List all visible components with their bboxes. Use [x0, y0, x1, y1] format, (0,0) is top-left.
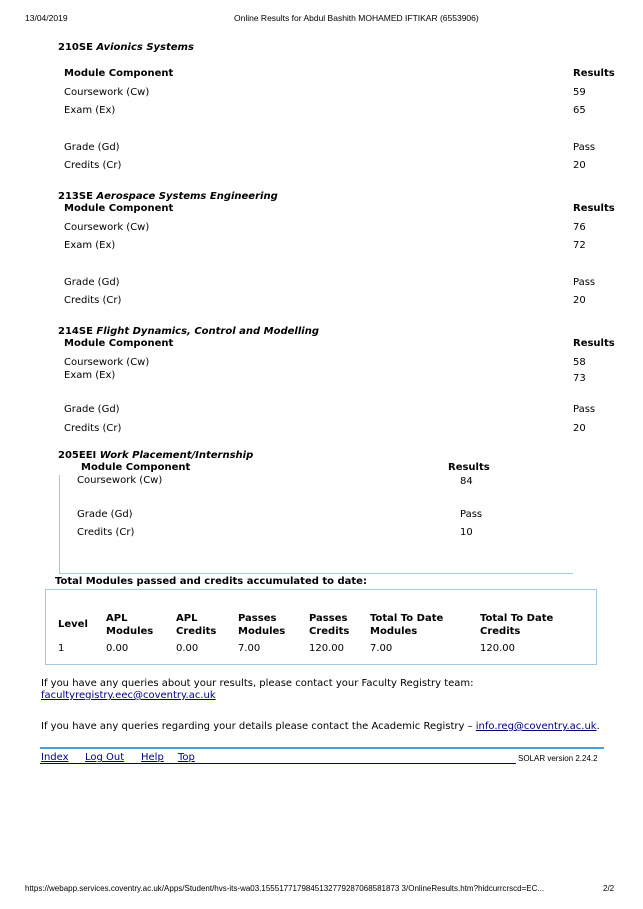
footer-nav-underline — [40, 763, 516, 764]
col-level: Level — [58, 619, 88, 630]
top-link[interactable]: Top — [178, 752, 195, 763]
module-bottom-rule — [59, 573, 573, 574]
print-page-number: 2/2 — [603, 884, 615, 893]
coursework-label: Coursework (Cw) — [64, 222, 150, 233]
grade-label: Grade (Gd) — [64, 142, 120, 153]
module-title — [58, 191, 278, 202]
col-passes-modules: Passes Modules — [238, 613, 286, 637]
coursework-label: Coursework (Cw) — [77, 475, 163, 486]
print-url: https://webapp.services.coventry.ac.uk/Apps/Student/hvs-its-wa03.1555177179845132779287068581873 3/OnlineResults.htm?hidcurrcrscd=EC... — [25, 884, 545, 893]
grade-value: Pass — [573, 277, 596, 288]
component-header: Module Component — [64, 68, 174, 79]
module-name: Work Placement/Internship — [99, 450, 254, 461]
grade-value: Pass — [460, 509, 483, 520]
module-title — [58, 326, 319, 337]
cell-apl-modules: 0.00 — [106, 643, 129, 654]
cell-level: 1 — [58, 643, 65, 654]
grade-label: Grade (Gd) — [64, 404, 120, 415]
academic-query-line: If you have any queries regarding your details please contact the Academic Registry – info.reg@coventry.ac.uk. — [41, 721, 600, 732]
module-name: Aerospace Systems Engineering — [96, 191, 278, 202]
exam-value: 73 — [573, 373, 586, 384]
exam-value: 72 — [573, 240, 586, 251]
academic-email-link[interactable]: info.reg@coventry.ac.uk — [475, 721, 597, 732]
results-header: Results — [573, 203, 615, 214]
col-passes-credits: Passes Credits — [309, 613, 350, 637]
component-header: Module Component — [64, 203, 174, 214]
results-header: Results — [448, 462, 490, 473]
grade-value: Pass — [573, 142, 596, 153]
cell-total-credits: 120.00 — [480, 643, 515, 654]
footer-top-rule — [40, 747, 604, 749]
faculty-query-text: If you have any queries about your results, please contact your Faculty Registry team: — [41, 678, 474, 689]
col-apl-credits: APL Credits — [176, 613, 217, 637]
cell-apl-credits: 0.00 — [176, 643, 199, 654]
module-title — [58, 42, 194, 53]
credits-label: Credits (Cr) — [64, 295, 122, 306]
logout-link[interactable]: Log Out — [85, 752, 125, 763]
coursework-label: Coursework (Cw) — [64, 357, 150, 368]
component-header: Module Component — [64, 338, 174, 349]
results-header: Results — [573, 68, 615, 79]
credits-value: 10 — [460, 527, 473, 538]
module-name: Avionics Systems — [96, 42, 194, 53]
module-title — [58, 450, 253, 461]
coursework-value: 76 — [573, 222, 586, 233]
credits-label: Credits (Cr) — [64, 423, 122, 434]
cell-passes-modules: 7.00 — [238, 643, 261, 654]
credits-value: 20 — [573, 160, 586, 171]
academic-query-text: If you have any queries regarding your details please contact the Academic Registry – — [41, 721, 473, 732]
coursework-value: 59 — [573, 87, 586, 98]
col-apl-modules: APL Modules — [106, 613, 154, 637]
faculty-email-link[interactable]: facultyregistry.eec@coventry.ac.uk — [41, 690, 216, 701]
results-header: Results — [573, 338, 615, 349]
solar-version: SOLAR version 2.24.2 — [518, 754, 598, 763]
coursework-value: 58 — [573, 357, 586, 368]
exam-label: Exam (Ex) — [64, 105, 116, 116]
module-code: 213SE — [58, 191, 93, 202]
index-link[interactable]: Index — [41, 752, 69, 763]
cell-passes-credits: 120.00 — [309, 643, 344, 654]
module-side-rule — [59, 475, 60, 573]
coursework-label: Coursework (Cw) — [64, 87, 150, 98]
module-code: 214SE — [58, 326, 93, 337]
module-code: 210SE — [58, 42, 93, 53]
module-code: 205EEI — [58, 450, 97, 461]
credits-label: Credits (Cr) — [77, 527, 135, 538]
exam-value: 65 — [573, 105, 586, 116]
cell-total-modules: 7.00 — [370, 643, 393, 654]
grade-label: Grade (Gd) — [64, 277, 120, 288]
coursework-value: 84 — [460, 476, 473, 487]
print-date: 13/04/2019 — [25, 13, 68, 23]
help-link[interactable]: Help — [141, 752, 164, 763]
col-total-modules: Total To Date Modules — [370, 613, 444, 637]
print-title: Online Results for Abdul Bashith MOHAMED IFTIKAR (6553906) — [234, 13, 479, 23]
exam-label: Exam (Ex) — [64, 370, 116, 381]
credits-value: 20 — [573, 295, 586, 306]
module-name: Flight Dynamics, Control and Modelling — [96, 326, 319, 337]
component-header: Module Component — [81, 462, 191, 473]
totals-heading: Total Modules passed and credits accumulated to date: — [55, 576, 367, 587]
credits-value: 20 — [573, 423, 586, 434]
grade-value: Pass — [573, 404, 596, 415]
credits-label: Credits (Cr) — [64, 160, 122, 171]
col-total-credits: Total To Date Credits — [480, 613, 554, 637]
grade-label: Grade (Gd) — [77, 509, 133, 520]
exam-label: Exam (Ex) — [64, 240, 116, 251]
